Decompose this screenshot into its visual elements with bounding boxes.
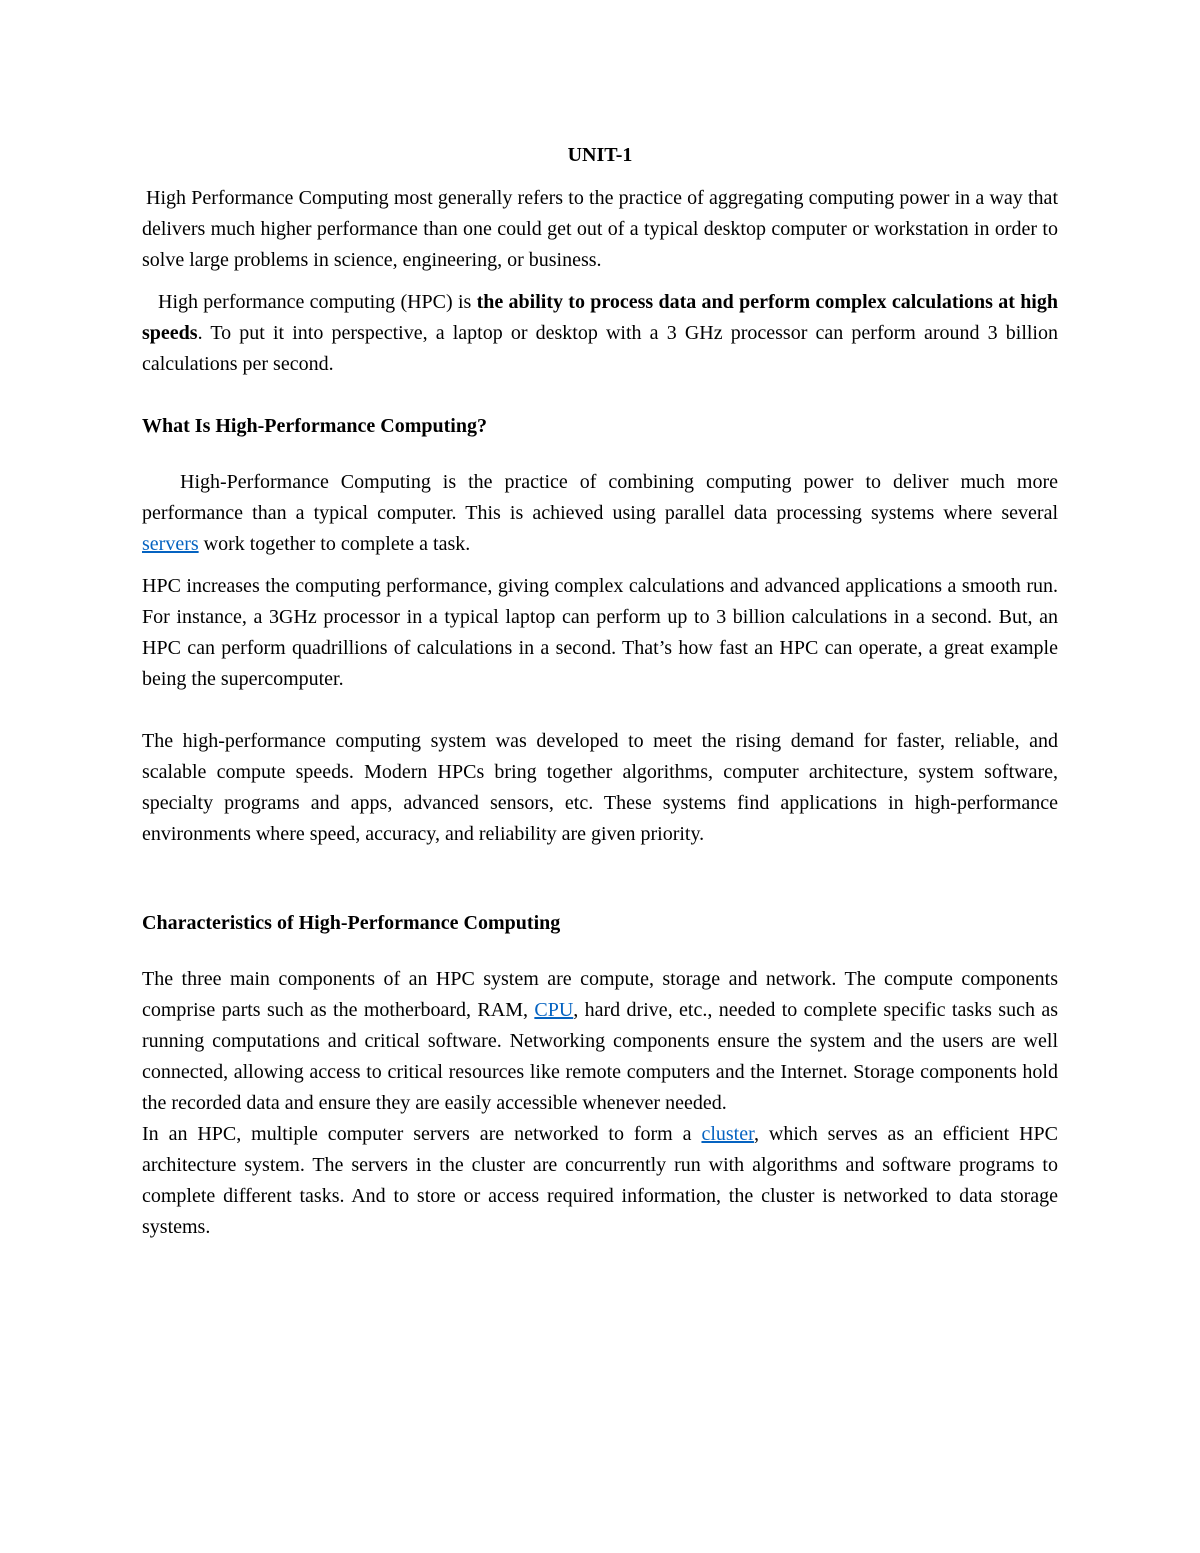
- paragraph-text: work together to complete a task.: [198, 533, 471, 555]
- paragraph-text: In an HPC, multiple computer servers are networked to form a: [142, 1123, 702, 1145]
- document-page: [142, 140, 1058, 1243]
- what-is-hpc-paragraph-2: HPC increases the computing performance, giving complex calculations and advanced applications a smooth run. For instance, a 3GHz processor in a typical laptop can perform up to 3 billion calculations in a second. But, an HPC can perform quadrillions of calculations in a second. That’s how fast an HPC can operate, a great example being the supercomputer.: [142, 575, 1058, 690]
- paragraph-text: , which serves as an efficient HPC architecture system. The servers in the cluster are concurrently run with algorithms and software programs to complete different tasks. And to store or access required information, the cluster is networked to data storage systems.: [142, 1123, 1058, 1238]
- cpu-link[interactable]: CPU: [534, 999, 574, 1021]
- section-heading-characteristics: Characteristics of High-Performance Computing: [142, 912, 561, 934]
- characteristics-paragraph-1: [142, 964, 1058, 1119]
- paragraph-text: High-Performance Computing is the practice of combining computing power to deliver much more performance than a typical computer. This is achieved using parallel data processing systems where several: [142, 471, 1058, 524]
- what-is-hpc-paragraph-3: The high-performance computing system was developed to meet the rising demand for faster, reliable, and scalable compute speeds. Modern HPCs bring together algorithms, computer architecture, system software, specialty programs and apps, advanced sensors, etc. These systems find applications in high-performance environments where speed, accuracy, and reliability are given priority.: [142, 730, 1058, 845]
- definition-paragraph: [142, 287, 1058, 380]
- definition-bold-text: the ability to process data and perform complex calculations at high speeds: [142, 291, 1058, 344]
- what-is-hpc-paragraph-1: [142, 467, 1058, 560]
- page-title: UNIT-1: [567, 144, 633, 166]
- definition-text-before: High performance computing (HPC) is: [158, 291, 477, 313]
- intro-paragraph: High Performance Computing most generally refers to the practice of aggregating computing power in a way that delivers much higher performance than one could get out of a typical desktop computer or workstation in order to solve large problems in science, engineering, or business.: [142, 187, 1058, 271]
- section-heading-what-is-hpc: What Is High-Performance Computing?: [142, 415, 487, 437]
- characteristics-paragraph-2: [142, 1119, 1058, 1243]
- servers-link[interactable]: servers: [142, 533, 199, 555]
- cluster-link[interactable]: cluster: [701, 1123, 754, 1145]
- paragraph-text: The three main components of an HPC system are compute, storage and network. The compute components comprise parts such as the motherboard, RAM,: [142, 968, 1058, 1021]
- paragraph-text: , hard drive, etc., needed to complete specific tasks such as running computations and critical software. Networking components ensure the system and the users are well connected, allowing access to critical resources like remote computers and the Internet. Storage components hold the recorded data and ensure they are easily accessible whenever needed.: [142, 999, 1058, 1114]
- definition-text-after: . To put it into perspective, a laptop or desktop with a 3 GHz processor can perform around 3 billion calculations per second.: [142, 322, 1058, 375]
